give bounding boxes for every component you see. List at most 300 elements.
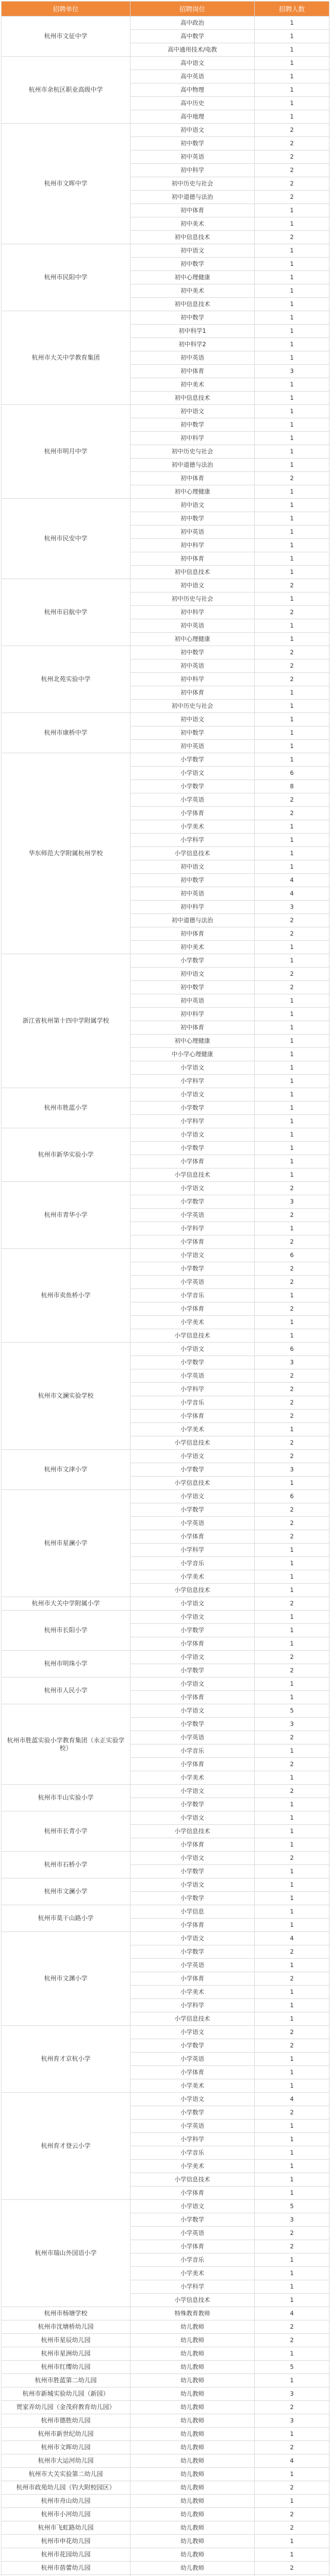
count-cell: 2 (255, 1785, 329, 1798)
position-cell: 小学数学 (130, 1142, 255, 1155)
position-cell: 幼儿教师 (130, 2347, 255, 2361)
position-cell: 小学语文 (130, 1651, 255, 1664)
position-cell: 小学体育 (130, 1235, 255, 1249)
count-cell: 2 (255, 1369, 329, 1383)
count-cell: 2 (255, 1182, 329, 1195)
position-cell: 小学体育 (130, 2240, 255, 2253)
count-cell: 1 (255, 954, 329, 968)
count-cell: 1 (255, 1477, 329, 1490)
position-cell: 特殊教育教师 (130, 2307, 255, 2320)
position-cell: 小学信息技术 (130, 2012, 255, 2026)
unit-name: 杭州北苑实验中学 (2, 646, 130, 713)
count-cell: 1 (255, 1744, 329, 1758)
count-cell: 3 (255, 1356, 329, 1369)
position-cell: 初中数学 (130, 418, 255, 432)
position-cell: 小学美术 (130, 1986, 255, 1999)
table-row (2, 2401, 329, 2414)
position-cell: 初中美术 (130, 941, 255, 954)
count-cell: 1 (255, 1035, 329, 1048)
position-cell: 小学体育 (130, 1410, 255, 1423)
count-cell: 2 (255, 1235, 329, 1249)
position-cell: 高中物理 (130, 83, 255, 97)
position-cell: 小学体育 (130, 1302, 255, 1316)
position-cell: 小学科学 (130, 1383, 255, 1396)
table-header-row (2, 2, 329, 16)
position-cell: 初中历史与社会 (130, 700, 255, 713)
position-cell: 小学音乐 (130, 2146, 255, 2160)
count-cell: 1 (255, 753, 329, 767)
count-cell: 1 (255, 526, 329, 539)
table-row (2, 2468, 329, 2481)
unit-name: 杭州育才登云小学 (2, 2093, 130, 2200)
position-cell: 小学体育 (130, 807, 255, 820)
count-cell: 1 (255, 1088, 329, 1101)
count-cell: 1 (255, 445, 329, 459)
unit-name: 杭州市新城实验幼儿园（新园） (2, 2387, 130, 2401)
position-cell: 幼儿教师 (130, 2481, 255, 2495)
header-count: 招聘人数 (255, 2, 329, 16)
count-cell: 1 (255, 2428, 329, 2441)
table-row (2, 713, 329, 726)
count-cell: 1 (255, 83, 329, 97)
count-cell: 1 (255, 2053, 329, 2066)
unit-name: 杭州市卖鱼桥小学 (2, 1249, 130, 1343)
count-cell: 4 (255, 2093, 329, 2106)
count-cell: 2 (255, 1664, 329, 1677)
count-cell: 3 (255, 2414, 329, 2428)
count-cell: 1 (255, 2267, 329, 2280)
count-cell: 6 (255, 1343, 329, 1356)
table-row (2, 2334, 329, 2347)
count-cell: 1 (255, 2495, 329, 2508)
position-cell: 小学数学 (130, 1798, 255, 1811)
count-cell: 2 (255, 1517, 329, 1530)
count-cell: 1 (255, 1798, 329, 1811)
count-cell: 1 (255, 97, 329, 110)
count-cell: 1 (255, 619, 329, 633)
table-row (2, 1088, 329, 1101)
position-cell: 初中历史与社会 (130, 445, 255, 459)
unit-name: 杭州市大关中学附属小学 (2, 1597, 130, 1611)
count-cell: 1 (255, 2160, 329, 2173)
position-cell: 初中体育 (130, 365, 255, 378)
position-cell: 小学英语 (130, 1209, 255, 1222)
count-cell: 2 (255, 2106, 329, 2120)
position-cell: 幼儿教师 (130, 2374, 255, 2387)
table-row (2, 2481, 329, 2495)
table-row (2, 1611, 329, 1624)
count-cell: 1 (255, 1986, 329, 1999)
count-cell: 1 (255, 1128, 329, 1142)
count-cell: 2 (255, 1450, 329, 1463)
table-row (2, 1597, 329, 1611)
count-cell: 1 (255, 592, 329, 606)
count-cell: 4 (255, 887, 329, 901)
position-cell: 初中体育 (130, 204, 255, 217)
table-row (2, 1182, 329, 1195)
count-cell: 1 (255, 2066, 329, 2079)
position-cell: 小学语文 (130, 1450, 255, 1463)
position-cell: 初中体育 (130, 686, 255, 700)
unit-name: 杭州市瑞山外国语小学 (2, 2200, 130, 2307)
unit-name: 杭州市明月中学 (2, 405, 130, 499)
count-cell: 2 (255, 793, 329, 807)
position-cell: 小学语文 (130, 1611, 255, 1624)
position-cell: 小学英语 (130, 1731, 255, 1744)
count-cell: 1 (255, 499, 329, 512)
position-cell: 初中数学 (130, 258, 255, 271)
count-cell: 2 (255, 579, 329, 592)
position-cell: 小学语文 (130, 1597, 255, 1611)
position-cell: 初中数学 (130, 874, 255, 887)
position-cell: 幼儿教师 (130, 2508, 255, 2521)
count-cell: 6 (255, 1490, 329, 1503)
position-cell: 幼儿教师 (130, 2454, 255, 2468)
count-cell: 1 (255, 2548, 329, 2562)
table-row (2, 1490, 329, 1503)
count-cell: 3 (255, 1195, 329, 1209)
position-cell: 小学音乐 (130, 2253, 255, 2267)
position-cell: 初中语文 (130, 968, 255, 981)
position-cell: 初中心理健康 (130, 485, 255, 499)
unit-name: 杭州市星辰幼儿园 (2, 2334, 130, 2347)
position-cell: 小学体育 (130, 1838, 255, 1852)
count-cell: 1 (255, 1959, 329, 1972)
count-cell: 1 (255, 2187, 329, 2200)
count-cell: 1 (255, 834, 329, 847)
position-cell: 小学信息技术 (130, 1436, 255, 1450)
position-cell: 小学体育 (130, 1637, 255, 1651)
count-cell: 2 (255, 1262, 329, 1276)
position-cell: 幼儿教师 (130, 2548, 255, 2562)
count-cell: 1 (255, 1838, 329, 1852)
unit-name: 杭州市申花幼儿园 (2, 2535, 130, 2548)
count-cell: 1 (255, 686, 329, 700)
count-cell: 1 (255, 1289, 329, 1302)
count-cell: 2 (255, 1731, 329, 1744)
table-row (2, 2320, 329, 2334)
count-cell: 2 (255, 2039, 329, 2053)
position-cell: 小学数学 (130, 1195, 255, 1209)
table-row (2, 2535, 329, 2548)
count-cell: 1 (255, 1423, 329, 1436)
count-cell: 1 (255, 432, 329, 445)
position-cell: 小学科学 (130, 2280, 255, 2294)
position-cell: 小学数学 (130, 1503, 255, 1517)
count-cell: 2 (255, 673, 329, 686)
position-cell: 小学信息技术 (130, 2173, 255, 2187)
table-row (2, 1878, 329, 1892)
position-cell: 幼儿教师 (130, 2361, 255, 2374)
count-cell: 2 (255, 807, 329, 820)
position-cell: 小学信息技术 (130, 847, 255, 860)
table-row (2, 2200, 329, 2213)
position-cell: 小学数学 (130, 780, 255, 793)
count-cell: 1 (255, 1637, 329, 1651)
position-cell: 初中数学 (130, 646, 255, 659)
count-cell: 1 (255, 1677, 329, 1691)
header-position: 招聘岗位 (130, 2, 255, 16)
position-cell: 小学语文 (130, 1182, 255, 1195)
position-cell: 小学美术 (130, 820, 255, 834)
count-cell: 2 (255, 2026, 329, 2039)
position-cell: 初中语文 (130, 713, 255, 726)
count-cell: 4 (255, 1932, 329, 1945)
position-cell: 小学科学 (130, 1999, 255, 2012)
position-cell: 小学科学 (130, 834, 255, 847)
table-row (2, 1450, 329, 1463)
count-cell: 2 (255, 968, 329, 981)
unit-name: 杭州市文晖中学 (2, 124, 130, 244)
count-cell: 8 (255, 780, 329, 793)
position-cell: 小学语文 (130, 1878, 255, 1892)
position-cell: 高中通用技术/电教 (130, 43, 255, 57)
count-cell: 1 (255, 2120, 329, 2133)
count-cell: 2 (255, 1302, 329, 1316)
table-row (2, 2454, 329, 2468)
count-cell: 1 (255, 392, 329, 405)
count-cell: 1 (255, 1222, 329, 1235)
position-cell: 初中语文 (130, 499, 255, 512)
count-cell: 4 (255, 2454, 329, 2468)
position-cell: 小学语文 (130, 1704, 255, 1718)
count-cell: 1 (255, 1316, 329, 1329)
count-cell: 3 (255, 901, 329, 914)
unit-name: 杭州市莫干山路小学 (2, 1905, 130, 1932)
table-row (2, 1677, 329, 1691)
header-unit: 招聘单位 (2, 2, 130, 16)
count-cell: 2 (255, 1276, 329, 1289)
position-cell: 小学美术 (130, 1423, 255, 1436)
count-cell: 1 (255, 2294, 329, 2307)
position-cell: 初中语文 (130, 124, 255, 137)
position-cell: 小学数学 (130, 1463, 255, 1477)
table-row (2, 954, 329, 968)
table-row (2, 1128, 329, 1142)
count-cell: 2 (255, 1530, 329, 1544)
unit-name: 杭州市大运河幼儿园 (2, 2454, 130, 2468)
position-cell: 初中科学2 (130, 338, 255, 351)
unit-name: 杭州市胜蓝实验小学教育集团（永正实验学校） (2, 1704, 130, 1785)
table-row (2, 2508, 329, 2521)
table-row (2, 579, 329, 592)
count-cell: 1 (255, 298, 329, 311)
unit-name: 杭州市红缨幼儿园 (2, 2361, 130, 2374)
count-cell: 1 (255, 2133, 329, 2146)
count-cell: 2 (255, 2481, 329, 2495)
position-cell: 小学美术 (130, 2267, 255, 2280)
position-cell: 小学英语 (130, 793, 255, 807)
position-cell: 初中科学 (130, 1008, 255, 1021)
unit-name: 杭州市新华实验小学 (2, 1128, 130, 1182)
table-row (2, 2347, 329, 2361)
table-row (2, 2093, 329, 2106)
table-row (2, 1932, 329, 1945)
count-cell: 1 (255, 1142, 329, 1155)
unit-name: 杭州市半山实验小学 (2, 1785, 130, 1811)
position-cell: 初中数学 (130, 726, 255, 740)
count-cell: 2 (255, 472, 329, 485)
position-cell: 初中英语 (130, 351, 255, 365)
count-cell: 2 (255, 914, 329, 927)
count-cell: 1 (255, 941, 329, 954)
position-cell: 小学英语 (130, 1517, 255, 1530)
position-cell: 初中科学 (130, 164, 255, 177)
unit-name: 杭州市飞虹路幼儿园 (2, 2521, 130, 2535)
table-row (2, 2387, 329, 2401)
count-cell: 2 (255, 2227, 329, 2240)
table-row (2, 2374, 329, 2387)
count-cell: 1 (255, 204, 329, 217)
position-cell: 小学英语 (130, 2053, 255, 2066)
unit-name: 杭州市花园幼儿园 (2, 2548, 130, 2562)
position-cell: 小学数学 (130, 2106, 255, 2120)
position-cell: 小学英语 (130, 2227, 255, 2240)
position-cell: 高中语文 (130, 57, 255, 70)
table-row (2, 16, 329, 30)
position-cell: 小学美术 (130, 2160, 255, 2173)
position-cell: 小学语文 (130, 767, 255, 780)
position-cell: 小学语文 (130, 1128, 255, 1142)
table-row (2, 2521, 329, 2535)
position-cell: 小学语文 (130, 2026, 255, 2039)
unit-name: 杭州市文渊小学 (2, 1932, 130, 2026)
table-row (2, 1852, 329, 1865)
count-cell: 4 (255, 2307, 329, 2320)
unit-name: 杭州市文津小学 (2, 1450, 130, 1490)
position-cell: 小学美术 (130, 2079, 255, 2093)
count-cell: 1 (255, 1825, 329, 1838)
count-cell: 1 (255, 2079, 329, 2093)
table-row (2, 244, 329, 258)
position-cell: 小学语文 (130, 1490, 255, 1503)
position-cell: 初中科学 (130, 539, 255, 552)
unit-name: 杭州市民阳中学 (2, 244, 130, 311)
count-cell: 3 (255, 1463, 329, 1477)
table-row (2, 646, 329, 659)
position-cell: 高中历史 (130, 97, 255, 110)
unit-name: 杭州市小河幼儿园 (2, 2508, 130, 2521)
count-cell: 2 (255, 1209, 329, 1222)
position-cell: 小学美术 (130, 1316, 255, 1329)
unit-name: 杭州市长阳小学 (2, 1611, 130, 1651)
unit-name: 杭州市民安中学 (2, 499, 130, 579)
position-cell: 小学英语 (130, 1369, 255, 1383)
position-cell: 初中科学 (130, 901, 255, 914)
count-cell: 1 (255, 1168, 329, 1182)
count-cell: 2 (255, 191, 329, 204)
unit-name: 杭州市启航中学 (2, 579, 130, 646)
table-row (2, 2441, 329, 2454)
count-cell: 1 (255, 847, 329, 860)
position-cell: 幼儿教师 (130, 2441, 255, 2454)
position-cell: 初中科学 (130, 432, 255, 445)
position-cell: 初中英语 (130, 994, 255, 1008)
count-cell: 1 (255, 2535, 329, 2548)
table-row (2, 753, 329, 767)
table-row (2, 57, 329, 70)
position-cell: 初中美术 (130, 284, 255, 298)
position-cell: 小学信息技术 (130, 1477, 255, 1490)
count-cell: 5 (255, 1704, 329, 1718)
position-cell: 初中语文 (130, 579, 255, 592)
count-cell: 2 (255, 2562, 329, 2575)
position-cell: 小学语文 (130, 1249, 255, 1262)
unit-name: 浙江省杭州第十四中学附属学校 (2, 954, 130, 1088)
count-cell: 1 (255, 110, 329, 124)
position-cell: 初中英语 (130, 150, 255, 164)
position-cell: 小学科学 (130, 1115, 255, 1128)
count-cell: 5 (255, 2361, 329, 2374)
count-cell: 2 (255, 1945, 329, 1959)
count-cell: 1 (255, 2146, 329, 2160)
position-cell: 小学英语 (130, 1959, 255, 1972)
position-cell: 小学语文 (130, 2200, 255, 2213)
count-cell: 1 (255, 1115, 329, 1128)
table-row (2, 2428, 329, 2441)
position-cell: 小学数学 (130, 1945, 255, 1959)
unit-name: 杭州市沈塘桥幼儿园 (2, 2320, 130, 2334)
table-row (2, 2307, 329, 2320)
position-cell: 初中英语 (130, 619, 255, 633)
count-cell: 2 (255, 646, 329, 659)
count-cell: 1 (255, 1544, 329, 1557)
count-cell: 1 (255, 217, 329, 231)
count-cell: 1 (255, 70, 329, 83)
position-cell: 小学语文 (130, 1677, 255, 1691)
position-cell: 初中美术 (130, 378, 255, 392)
position-cell: 幼儿教师 (130, 2401, 255, 2414)
position-cell: 小学语文 (130, 1343, 255, 1356)
count-cell: 1 (255, 1557, 329, 1570)
position-cell: 小学信息技术 (130, 2294, 255, 2307)
count-cell: 1 (255, 2280, 329, 2294)
count-cell: 3 (255, 365, 329, 378)
position-cell: 幼儿教师 (130, 2468, 255, 2481)
table-row (2, 2414, 329, 2428)
position-cell: 小学信息技术 (130, 1168, 255, 1182)
position-cell: 初中数学 (130, 512, 255, 526)
position-cell: 幼儿教师 (130, 2428, 255, 2441)
unit-name: 杭州市杨塘学校 (2, 2307, 130, 2320)
position-cell: 初中英语 (130, 740, 255, 753)
count-cell: 2 (255, 124, 329, 137)
position-cell: 小学音乐 (130, 1744, 255, 1758)
position-cell: 初中信息技术 (130, 231, 255, 244)
position-cell: 小学数学 (130, 1718, 255, 1731)
unit-name: 杭州市胜蓝小学 (2, 1088, 130, 1128)
count-cell: 1 (255, 1611, 329, 1624)
position-cell: 初中科学1 (130, 325, 255, 338)
position-cell: 高中英语 (130, 70, 255, 83)
position-cell: 初中体育 (130, 552, 255, 566)
unit-name: 杭州市青华小学 (2, 1182, 130, 1249)
position-cell: 初中英语 (130, 526, 255, 539)
count-cell: 2 (255, 1436, 329, 1450)
count-cell: 2 (255, 1651, 329, 1664)
count-cell: 1 (255, 244, 329, 258)
count-cell: 1 (255, 2468, 329, 2481)
position-cell: 小学语文 (130, 1088, 255, 1101)
position-cell: 高中政治 (130, 16, 255, 30)
position-cell: 幼儿教师 (130, 2320, 255, 2334)
count-cell: 1 (255, 1101, 329, 1115)
count-cell: 2 (255, 231, 329, 244)
position-cell: 初中道德与法治 (130, 191, 255, 204)
count-cell: 1 (255, 2347, 329, 2361)
position-cell: 小学数学 (130, 753, 255, 767)
position-cell: 中小学心理健康 (130, 1048, 255, 1061)
